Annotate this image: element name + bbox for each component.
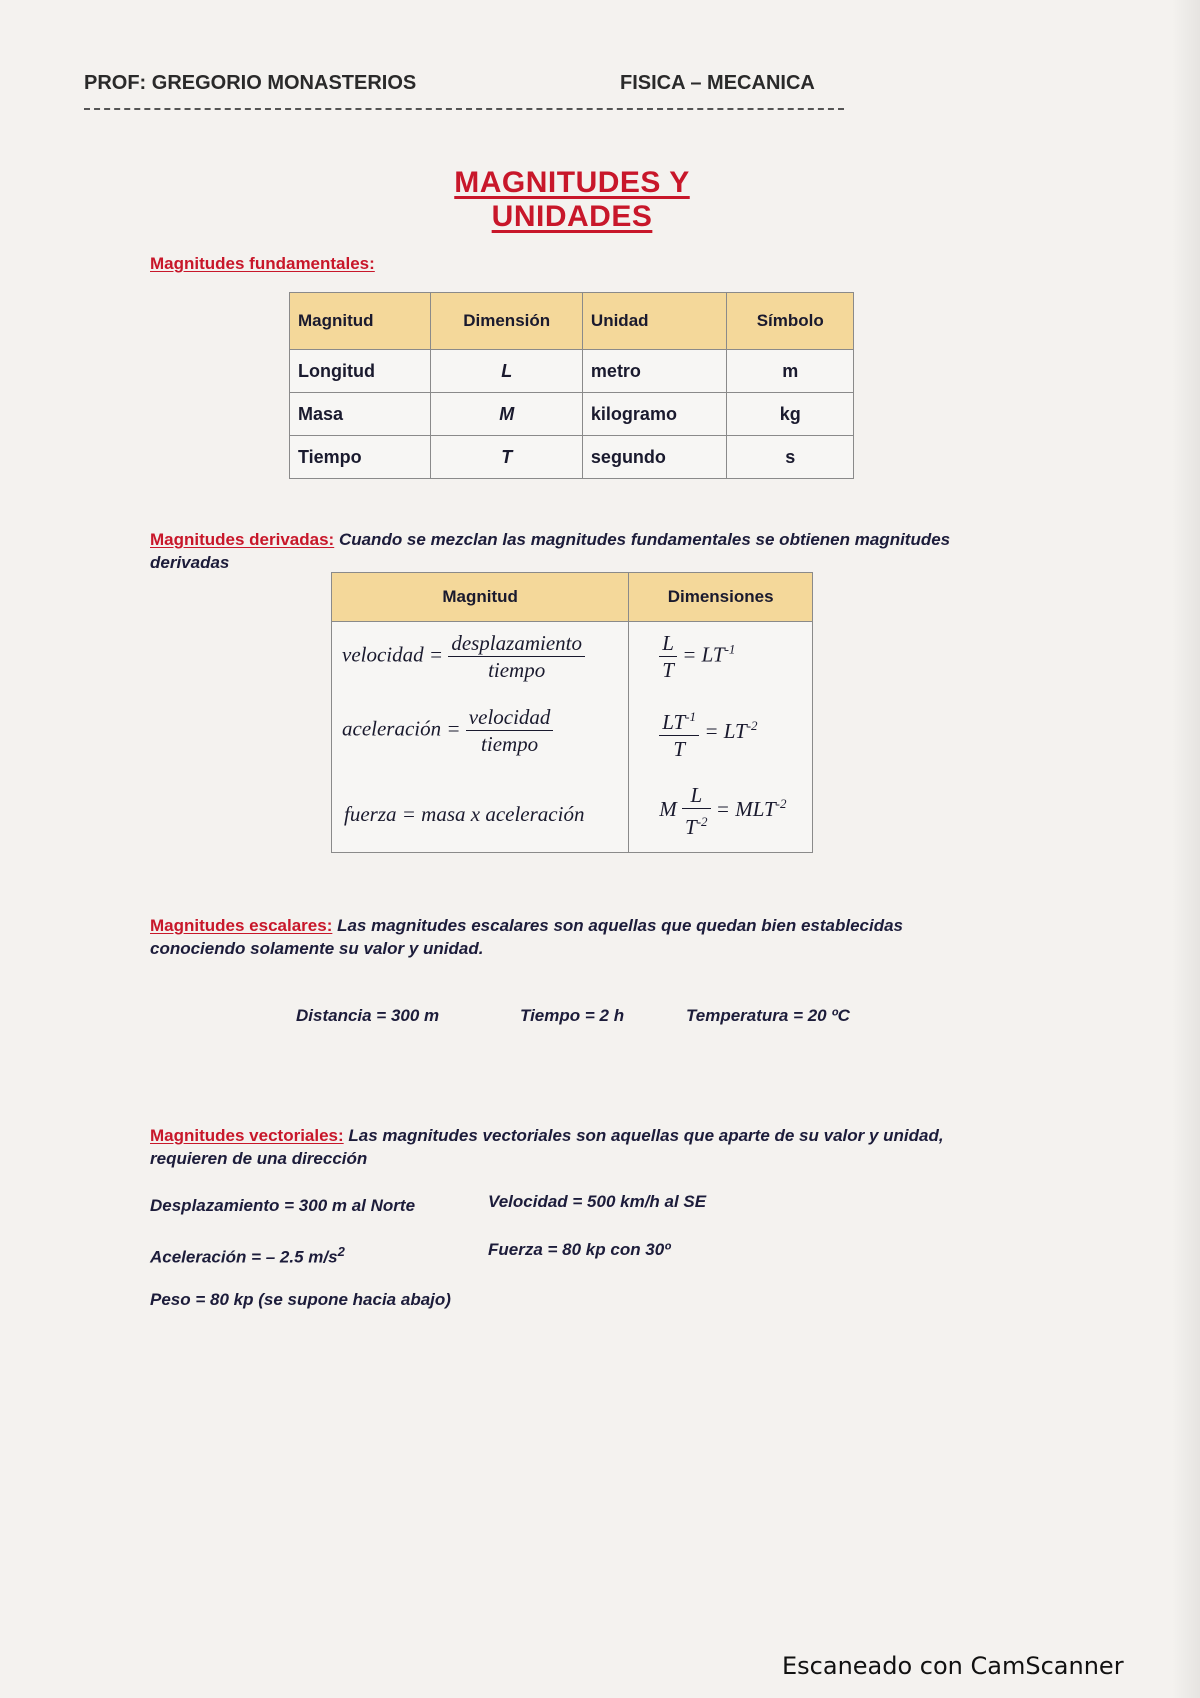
fraction xyxy=(466,704,554,757)
column-header: Dimensión xyxy=(431,293,582,350)
example-fuerza: Fuerza = 80 kp con 30º xyxy=(488,1240,671,1259)
denominator-base: T xyxy=(685,815,697,839)
section-description-escalares: Las magnitudes escalares son aquellas que quedan bien establecidas conociendo solamente su valor y unidad. xyxy=(150,916,904,958)
table-row xyxy=(332,622,813,853)
cell-dimension: T xyxy=(431,436,582,479)
column-header: Símbolo xyxy=(727,293,854,350)
dimensiones-cell xyxy=(629,622,813,853)
fuerza-dimension: M $\frac{L}{T^{-2}}$ = $MLT^{-2}$ xyxy=(659,783,787,839)
exponent: -1 xyxy=(724,641,736,657)
exponent: -2 xyxy=(775,795,787,811)
table-row xyxy=(290,393,854,436)
denominator: T xyxy=(673,737,685,761)
velocidad-dimension: $\frac{L}{T}$ = $LT^{-1}$ xyxy=(659,630,735,683)
section-label-derivadas: Magnitudes derivadas: xyxy=(150,530,335,549)
cell-dimension: L xyxy=(431,350,582,393)
section-label-vectoriales: Magnitudes vectoriales: xyxy=(150,1126,344,1145)
cell-simbolo: kg xyxy=(727,393,854,436)
cell-unidad: segundo xyxy=(582,436,727,479)
dimension-result: MLT xyxy=(735,796,776,821)
denominator xyxy=(682,809,711,840)
cell-magnitud: Longitud xyxy=(290,350,431,393)
example-tiempo: Tiempo = 2 h xyxy=(520,1006,625,1025)
example-desplazamiento: Desplazamiento = 300 m al Norte xyxy=(150,1196,416,1215)
subject-name: FISICA – MECANICA xyxy=(620,72,815,94)
fraction xyxy=(659,630,677,683)
cell-magnitud: Masa xyxy=(290,393,431,436)
formula-name: velocidad xyxy=(342,642,424,667)
formula-name: aceleración xyxy=(342,716,442,741)
fraction xyxy=(448,630,585,683)
example-temperatura: Temperatura = 20 ºC xyxy=(686,1006,850,1025)
example-distancia: Distancia = 300 m xyxy=(296,1006,440,1025)
cell-simbolo: s xyxy=(727,436,854,479)
numerator: desplazamiento xyxy=(448,630,585,657)
document-header xyxy=(84,66,844,106)
column-header: Magnitud xyxy=(332,573,629,622)
column-header: Dimensiones xyxy=(629,573,813,622)
table-header-row xyxy=(290,293,854,350)
header-divider xyxy=(84,108,844,110)
section-derivadas xyxy=(150,528,1000,574)
cell-unidad: kilogramo xyxy=(582,393,727,436)
column-header: Magnitud xyxy=(290,293,431,350)
denominator: T xyxy=(662,658,674,682)
dimension-result: LT xyxy=(723,718,747,743)
numerator: velocidad xyxy=(466,704,554,731)
example-aceleracion xyxy=(150,1244,345,1268)
velocidad-formula: velocidad = $\frac{\text{desplazamiento}}{\text{tiempo}}$ xyxy=(342,630,585,683)
table-row xyxy=(290,350,854,393)
dimension-prefix: M xyxy=(659,796,677,821)
dimension-result: LT xyxy=(701,642,725,667)
section-description-vectoriales: Las magnitudes vectoriales son aquellas que aparte de su valor y unidad, requieren de una dirección xyxy=(150,1126,944,1168)
numerator xyxy=(659,704,699,736)
magnitud-formulas-cell xyxy=(332,622,629,853)
page-title: MAGNITUDES Y UNIDADES xyxy=(454,166,690,233)
cell-unidad: metro xyxy=(582,350,727,393)
section-fundamentales xyxy=(150,252,1000,275)
section-description-derivadas: Cuando se mezclan las magnitudes fundamentales se obtienen magnitudes derivadas xyxy=(150,530,951,572)
derived-magnitudes-table xyxy=(331,572,813,853)
exponent: -2 xyxy=(746,717,758,733)
exponent: 2 xyxy=(337,1244,345,1259)
fundamental-magnitudes-table xyxy=(289,292,854,479)
scanner-watermark: Escaneado con CamScanner xyxy=(782,1652,1124,1680)
page-edge-shadow xyxy=(1172,0,1200,1698)
cell-simbolo: m xyxy=(727,350,854,393)
denominator: tiempo xyxy=(488,658,546,682)
exponent: -2 xyxy=(696,814,708,829)
aceleracion-dimension: $\frac{LT^{-1}}{T}$ = $LT^{-2}$ xyxy=(659,704,757,762)
fraction xyxy=(659,704,699,762)
exponent: -1 xyxy=(685,709,697,724)
fraction xyxy=(682,782,711,840)
aceleracion-formula: aceleración = $\frac{\text{velocidad}}{\text{tiempo}}$ xyxy=(342,704,553,757)
numerator: L xyxy=(659,630,677,657)
cell-dimension: M xyxy=(431,393,582,436)
example-velocidad: Velocidad = 500 km/h al SE xyxy=(488,1192,707,1211)
section-label-escalares: Magnitudes escalares: xyxy=(150,916,333,935)
section-label-fundamentales: Magnitudes fundamentales: xyxy=(150,254,375,273)
numerator: L xyxy=(682,782,711,809)
fuerza-formula: fuerza = masa x aceleración xyxy=(344,802,585,826)
table-header-row xyxy=(332,573,813,622)
section-vectoriales xyxy=(150,1124,1000,1170)
table-row xyxy=(290,436,854,479)
denominator: tiempo xyxy=(481,732,539,756)
column-header: Unidad xyxy=(582,293,727,350)
example-peso: Peso = 80 kp (se supone hacia abajo) xyxy=(150,1290,451,1309)
numerator-base: LT xyxy=(662,710,686,734)
example-aceleracion-text: Aceleración = – 2.5 m/s xyxy=(150,1247,338,1267)
cell-magnitud: Tiempo xyxy=(290,436,431,479)
professor-name: PROF: GREGORIO MONASTERIOS xyxy=(84,72,417,94)
section-escalares xyxy=(150,914,1000,960)
